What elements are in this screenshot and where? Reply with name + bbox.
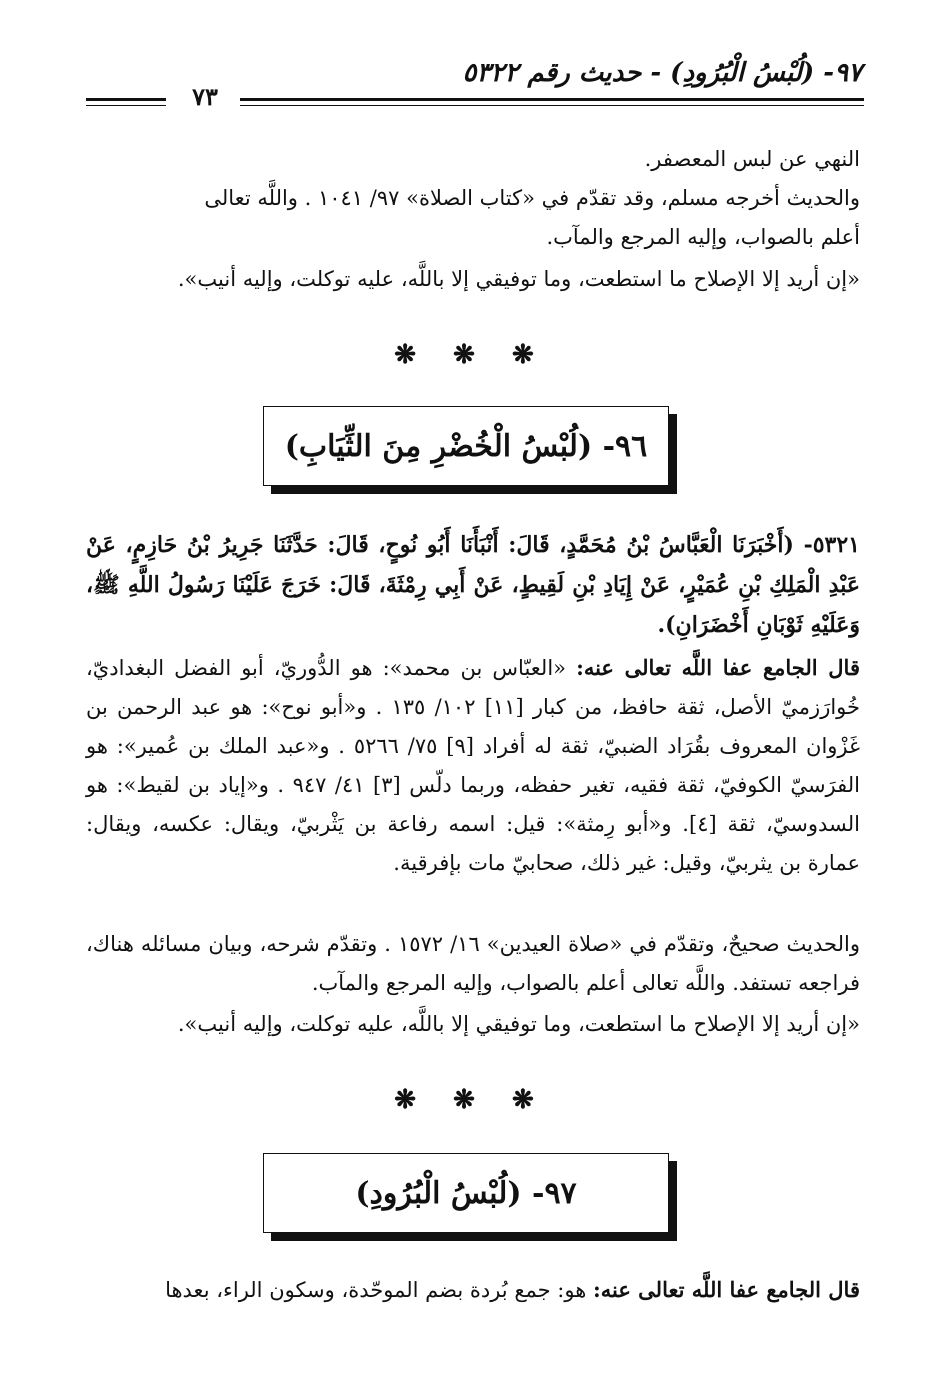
commentary-96 <box>86 648 860 883</box>
header-rule <box>240 98 864 106</box>
section-96-title: ٩٦- (لُبْسُ الْخُضْرِ مِنَ الثِّيَابِ) <box>284 428 648 464</box>
running-title: ٩٧- (لُبْسُ الْبُرُودِ) - حديث رقم ٥٣٢٢ <box>462 58 862 88</box>
top-line-3: أعلم بالصواب، وإليه المرجع والمآب. <box>546 225 860 249</box>
commentary-97-lead: قال الجامع عفا اللَّه تعالى عنه: <box>592 1277 860 1302</box>
commentary-97 <box>86 1270 860 1310</box>
section-97-title: ٩٧- (لُبْسُ الْبُرُودِ) <box>355 1175 577 1211</box>
commentary-97-text: هو: جمع بُردة بضم الموحّدة، وسكون الراء، بعدها <box>165 1278 587 1302</box>
separator-stars-2: ❋ ❋ ❋ <box>394 1085 548 1115</box>
hadith-5321: ٥٣٢١- (أَخْبَرَنَا الْعَبَّاسُ بْنُ مُحَمَّدٍ، قَالَ: أَنْبَأَنَا أَبُو نُوحٍ، قَالَ: حَدَّثَنَا جَرِيرُ بْنُ حَازِمٍ، عَنْ عَبْدِ الْمَلِكِ بْنِ عُمَيْرٍ، عَنْ إِيَادِ بْنِ لَقِيطٍ، عَنْ أَبِي رِمْثَةَ، قَالَ: خَرَجَ عَلَيْنَا رَسُولُ اللَّهِ ﷺ، وَعَلَيْهِ ثَوْبَانِ أَخْضَرَانِ). <box>86 532 860 638</box>
commentary-96-lead: قال الجامع عفا اللَّه تعالى عنه: <box>576 655 860 680</box>
header-rule-short <box>86 98 166 106</box>
commentary-96-text: «العبّاس بن محمد»: هو الدُّوريّ، أبو الفضل البغداديّ، خُوارَزميّ الأصل، ثقة حافظ، من كبار [١١] ١٠٢/ ١٣٥ . و«أبو نوح»: هو عبد الرحمن بن غَزْوان المعروف بقُرَاد الضبيّ، ثقة له أفراد [٩] ٧٥/ ٥٢٦٦ . و«عبد الملك بن عُمير»: هو الفرَسيّ الكوفيّ، ثقة فقيه، تغير حفظه، وربما دلّس [٣] ٤١/ ٩٤٧ . و«إياد بن لقيط»: هو السدوسيّ، ثقة [٤]. و«أبو رِمثة»: قيل: اسمه رفاعة بن يَثْربيّ، ويقال: عكسه، ويقال: عمارة بن يثربيّ، وقيل: غير ذلك، صحابيّ مات بإفرقية. <box>86 656 861 875</box>
closing-96: «إن أريد إلا الإصلاح ما استطعت، وما توفيقي إلا باللَّه، عليه توكلت، وإليه أنيب». <box>177 1012 860 1036</box>
followup-96: والحديث صحيحٌ، وتقدّم في «صلاة العيدين» ١٦/ ١٥٧٢ . وتقدّم شرحه، وبيان مسائله هناك، فراجعه تستفد. واللَّه تعالى أعلم بالصواب، وإليه المرجع والمآب. <box>86 932 860 995</box>
top-line-2: والحديث أخرجه مسلم، وقد تقدّم في «كتاب الصلاة» ٩٧/ ١٠٤١ . واللَّه تعالى <box>204 186 860 210</box>
top-closing: «إن أريد إلا الإصلاح ما استطعت، وما توفيقي إلا باللَّه، عليه توكلت، وإليه أنيب». <box>177 267 860 291</box>
section-96-title-box <box>263 406 669 486</box>
section-97-title-box <box>263 1153 669 1233</box>
separator-stars: ❋ ❋ ❋ <box>394 340 548 370</box>
page-number: ٧٣ <box>192 82 218 111</box>
top-line-1: النهي عن لبس المعصفر. <box>644 147 860 171</box>
